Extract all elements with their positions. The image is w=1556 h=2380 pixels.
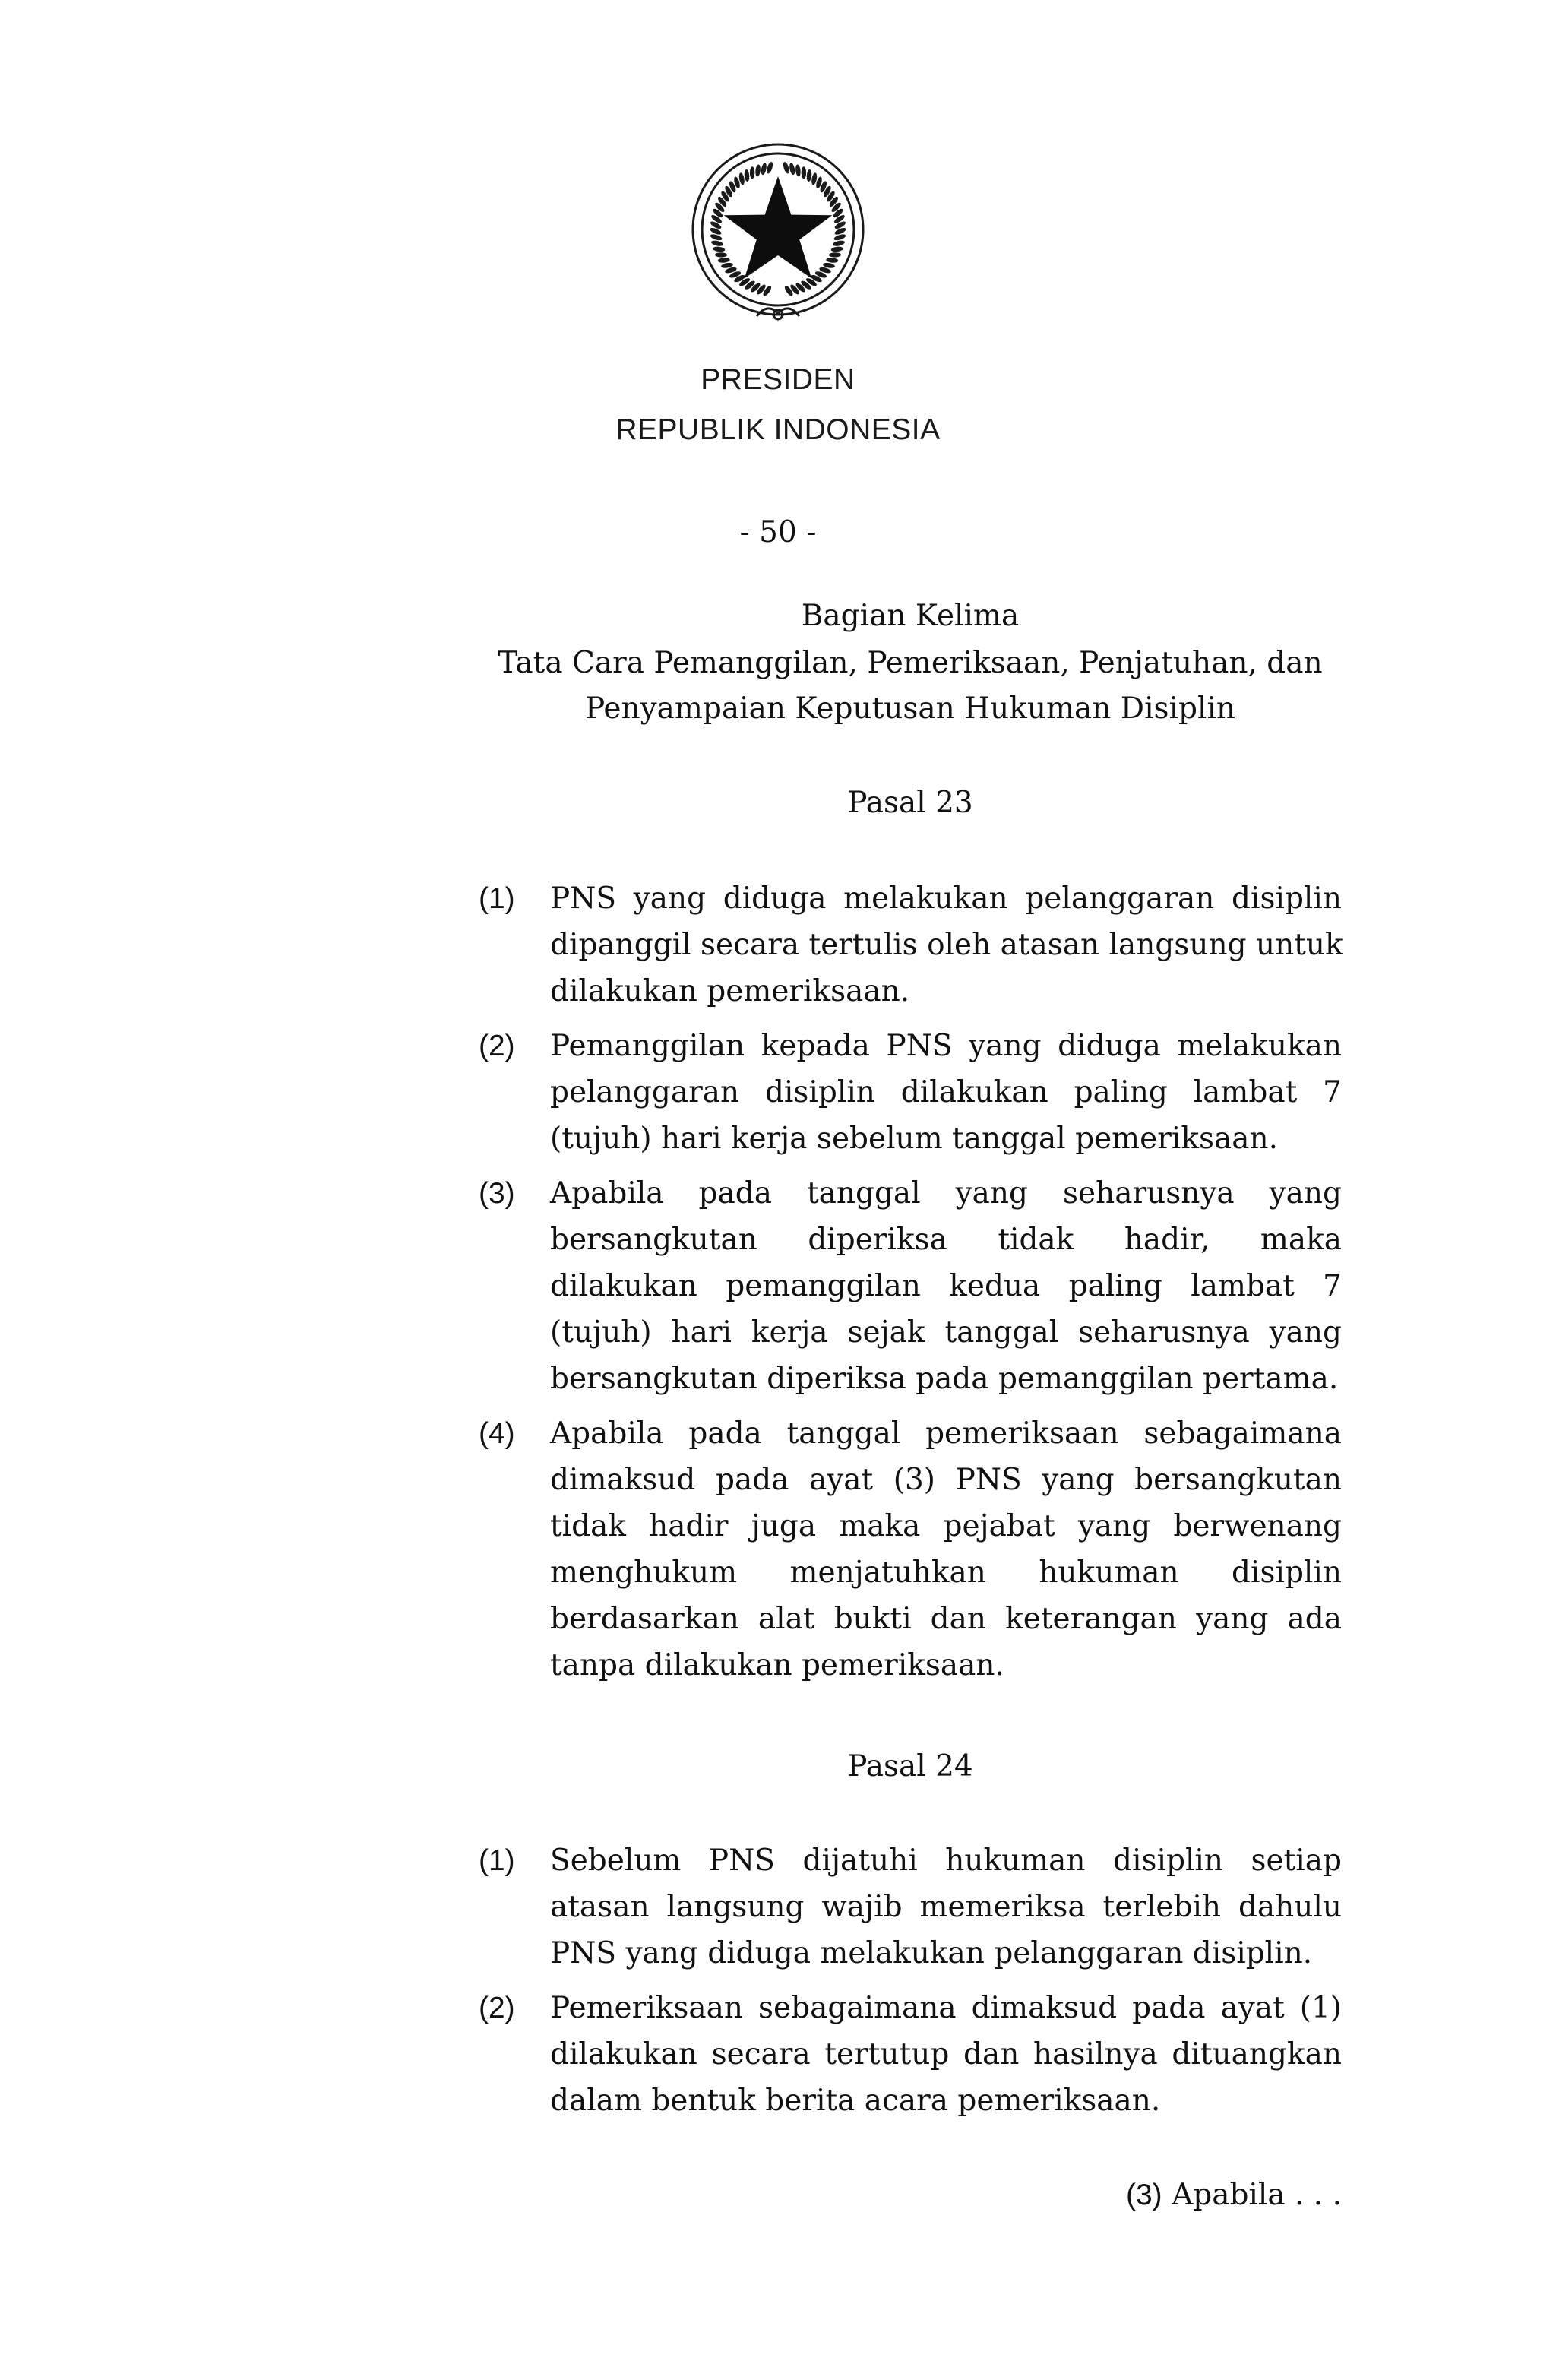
ayat-line: dilakukan pemanggilan kedua paling lambat 7 bbox=[550, 1269, 1342, 1303]
wreath-leaf-icon bbox=[713, 246, 726, 252]
ayat-number: (2) bbox=[479, 1992, 515, 2024]
ayat-line: Pemanggilan kepada PNS yang diduga melakukan bbox=[550, 1029, 1342, 1063]
wreath-leaf-icon bbox=[833, 233, 846, 242]
ayat-line: dalam bentuk berita acara pemeriksaan. bbox=[550, 2084, 1161, 2118]
header-presiden: PRESIDEN bbox=[701, 363, 855, 396]
ayat-line: berdasarkan alat bukti dan keterangan yang ada bbox=[550, 1602, 1342, 1636]
wreath-leaf-icon bbox=[795, 164, 801, 177]
ayat-number: (1) bbox=[479, 1844, 515, 1877]
ayat-line: pelanggaran disiplin dilakukan paling lambat 7 bbox=[550, 1075, 1342, 1109]
ayat-line: Apabila pada tanggal yang seharusnya yang bbox=[550, 1176, 1342, 1211]
wreath-leaf-icon bbox=[717, 258, 729, 264]
ayat-line: bersangkutan diperiksa pada pemanggilan pertama. bbox=[550, 1362, 1339, 1396]
wreath-leaf-icon bbox=[830, 246, 843, 252]
section-label: Bagian Kelima bbox=[801, 599, 1020, 633]
header-republik-indonesia: REPUBLIK INDONESIA bbox=[615, 413, 941, 446]
ayat-line: dipanggil secara tertulis oleh atasan langsung untuk bbox=[550, 928, 1343, 962]
wreath-leaf-icon bbox=[833, 239, 846, 247]
pasal-23-heading: Pasal 23 bbox=[847, 786, 973, 820]
ayat-line: atasan langsung wajib memeriksa terlebih dahulu bbox=[550, 1890, 1342, 1924]
ayat-line: PNS yang diduga melakukan pelanggaran disiplin bbox=[550, 881, 1342, 916]
wreath-leaf-icon bbox=[755, 164, 761, 177]
ayat-line: bersangkutan diperiksa tidak hadir, maka bbox=[550, 1223, 1342, 1257]
catchword-text: Apabila . . . bbox=[1172, 2178, 1342, 2212]
wreath-leaf-icon bbox=[802, 166, 807, 179]
wreath-leaf-icon bbox=[829, 252, 841, 258]
wreath-leaf-icon bbox=[710, 233, 723, 242]
ayat-line: menghukum menjatuhkan hukuman disiplin bbox=[550, 1556, 1342, 1590]
ayat-number: (1) bbox=[479, 882, 515, 915]
continuation-catchword bbox=[1126, 2178, 1342, 2212]
ayat-line: (tujuh) hari kerja sebelum tanggal pemeriksaan. bbox=[550, 1122, 1279, 1156]
wreath-leaf-icon bbox=[782, 161, 790, 174]
presidential-emblem-icon bbox=[681, 138, 875, 333]
ayat-line: (tujuh) hari kerja sejak tanggal seharusnya yang bbox=[550, 1315, 1342, 1350]
catchword-number: (3) bbox=[1125, 2179, 1162, 2211]
ayat-line: dilakukan secara tertutup dan hasilnya dituangkan bbox=[550, 2037, 1342, 2071]
ayat-line: tidak hadir juga maka pejabat yang berwenang bbox=[550, 1509, 1342, 1543]
wreath-leaf-icon bbox=[766, 161, 774, 174]
wreath-leaf-icon bbox=[761, 163, 768, 176]
page-number: - 50 - bbox=[739, 515, 817, 549]
pasal-24-heading: Pasal 24 bbox=[847, 1749, 973, 1783]
ayat-number: (3) bbox=[479, 1177, 515, 1210]
ayat-line: dilakukan pemeriksaan. bbox=[550, 974, 910, 1008]
ayat-line: Sebelum PNS dijatuhi hukuman disiplin setiap bbox=[550, 1844, 1342, 1878]
wreath-leaf-icon bbox=[750, 166, 755, 179]
ayat-line: PNS yang diduga melakukan pelanggaran disiplin. bbox=[550, 1936, 1313, 1970]
wreath-leaf-icon bbox=[711, 239, 724, 247]
wreath-leaf-icon bbox=[806, 169, 812, 182]
ayat-number: (4) bbox=[479, 1417, 515, 1450]
ayat-line: Pemeriksaan sebagaimana dimaksud pada ayat (1) bbox=[550, 1991, 1342, 2025]
wreath-leaf-icon bbox=[744, 169, 750, 182]
wreath-leaf-icon bbox=[715, 252, 727, 258]
wreath-leaf-icon bbox=[826, 258, 838, 264]
section-title-line-2: Penyampaian Keputusan Hukuman Disiplin bbox=[584, 692, 1236, 726]
ayat-line: dimaksud pada ayat (3) PNS yang bersangkutan bbox=[550, 1463, 1342, 1497]
ayat-number: (2) bbox=[479, 1030, 515, 1062]
ayat-line: Apabila pada tanggal pemeriksaan sebagaimana bbox=[550, 1416, 1342, 1451]
wreath-leaf-icon bbox=[789, 163, 796, 176]
ayat-line: tanpa dilakukan pemeriksaan. bbox=[550, 1648, 1004, 1682]
section-title-line-1: Tata Cara Pemanggilan, Pemeriksaan, Penjatuhan, dan bbox=[498, 646, 1323, 680]
